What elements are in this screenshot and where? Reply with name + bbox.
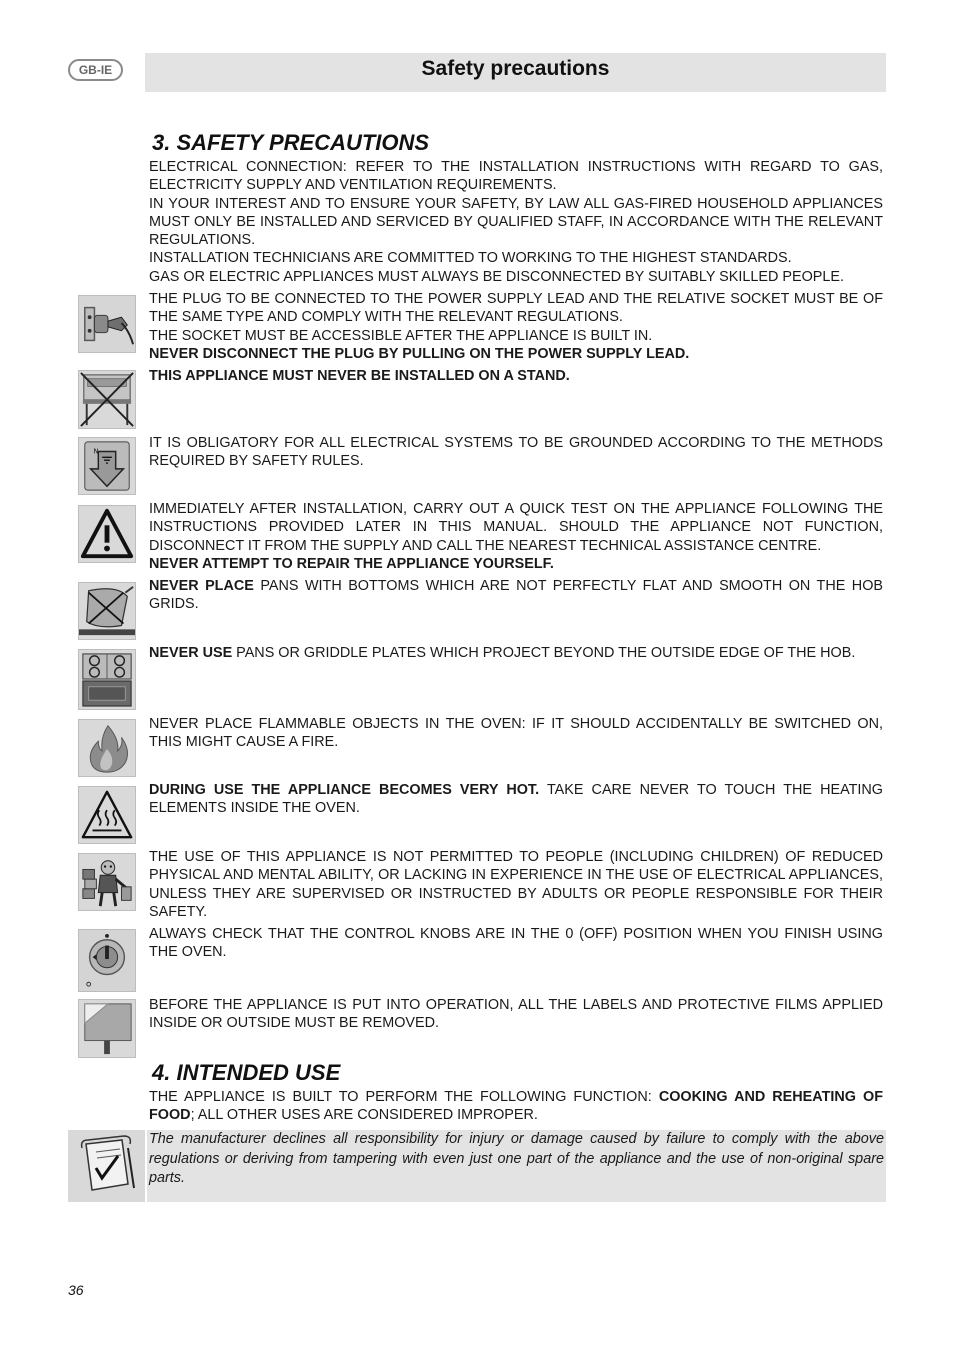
intended-use-post: ; ALL OTHER USES ARE CONSIDERED IMPROPER. xyxy=(190,1107,538,1124)
no-stand-paragraph: THIS APPLIANCE MUST NEVER BE INSTALLED ON A STAND. xyxy=(149,368,570,384)
plug-paragraph: THE PLUG TO BE CONNECTED TO THE POWER SUPPLY LEAD AND THE RELATIVE SOCKET MUST BE OF THE SAME TYPE AND COMPLY WITH THE RELEVANT REGULATIONS. xyxy=(149,291,883,326)
repair-warning: NEVER ATTEMPT TO REPAIR THE APPLIANCE YOURSELF. xyxy=(149,555,554,572)
region-badge: GB-IE xyxy=(68,59,123,81)
ground-paragraph: IT IS OBLIGATORY FOR ALL ELECTRICAL SYSTEMS TO BE GROUNDED ACCORDING TO THE METHODS REQUIRED BY SAFETY RULES. xyxy=(149,435,883,470)
no-stand-icon xyxy=(78,370,136,429)
header-bar xyxy=(145,53,886,92)
hot-text xyxy=(149,781,883,818)
hot-surface-icon xyxy=(78,786,136,844)
ground-text xyxy=(149,434,883,471)
film-paragraph: BEFORE THE APPLIANCE IS PUT INTO OPERATION, ALL THE LABELS AND PROTECTIVE FILMS APPLIED INSIDE OR OUTSIDE MUST BE REMOVED. xyxy=(149,997,883,1032)
pan-paragraph xyxy=(149,577,883,614)
children-icon xyxy=(78,853,136,911)
children-text xyxy=(149,848,883,921)
section-3-title: 3. SAFETY PRECAUTIONS xyxy=(152,130,430,155)
flame-text xyxy=(149,715,883,752)
section-4-title: 4. INTENDED USE xyxy=(152,1060,341,1085)
svg-text:N: N xyxy=(93,447,99,456)
plug-warning: NEVER DISCONNECT THE PLUG BY PULLING ON THE POWER SUPPLY LEAD. xyxy=(149,345,690,362)
pan-bold: NEVER PLACE xyxy=(149,578,254,594)
disclaimer-box xyxy=(147,1130,886,1202)
pan-icon xyxy=(78,582,136,640)
test-paragraph: IMMEDIATELY AFTER INSTALLATION, CARRY OUT A QUICK TEST ON THE APPLIANCE FOLLOWING THE INSTRUCTIONS PROVIDED LATER IN THIS MANUAL. SHOULD THE APPLIANCE NOT FUNCTION, DISCONNECT IT FROM THE SUPPLY AND CALL THE NEAREST TECHNICAL ASSISTANCE CENTRE. xyxy=(149,501,883,554)
intro-paragraph: ELECTRICAL CONNECTION: REFER TO THE INSTALLATION INSTRUCTIONS WITH REGARD TO GAS, ELECTRICITY SUPPLY AND VENTILATION REQUIREMENTS. xyxy=(149,159,883,194)
note-icon xyxy=(68,1130,145,1202)
hob-icon xyxy=(78,649,136,710)
intended-use-pre: THE APPLIANCE IS BUILT TO PERFORM THE FOLLOWING FUNCTION: xyxy=(149,1089,659,1105)
pan-rest: PANS WITH BOTTOMS WHICH ARE NOT PERFECTLY FLAT AND SMOOTH ON THE HOB GRIDS. xyxy=(149,578,883,613)
knob-paragraph: ALWAYS CHECK THAT THE CONTROL KNOBS ARE IN THE 0 (OFF) POSITION WHEN YOU FINISH USING THE OVEN. xyxy=(149,926,883,961)
plug-icon xyxy=(78,295,136,353)
plug-text xyxy=(149,290,883,363)
page-number: 36 xyxy=(68,1282,84,1298)
film-text xyxy=(149,996,883,1033)
hob-text xyxy=(149,644,883,662)
socket-paragraph: THE SOCKET MUST BE ACCESSIBLE AFTER THE APPLIANCE IS BUILT IN. xyxy=(149,327,653,344)
knob-icon xyxy=(78,929,136,992)
no-stand-text xyxy=(149,367,883,385)
intro-paragraph: INSTALLATION TECHNICIANS ARE COMMITTED TO WORKING TO THE HIGHEST STANDARDS. xyxy=(149,250,792,267)
warning-text xyxy=(149,500,883,573)
intended-use-text xyxy=(149,1088,883,1125)
knob-text xyxy=(149,925,883,962)
label-film-icon xyxy=(78,999,136,1058)
ground-icon xyxy=(78,437,136,495)
flame-icon xyxy=(78,719,136,777)
warning-icon xyxy=(78,505,136,563)
children-paragraph: THE USE OF THIS APPLIANCE IS NOT PERMITTED TO PEOPLE (INCLUDING CHILDREN) OF REDUCED PHYSICAL AND MENTAL ABILITY, OR LACKING IN EXPERIENCE IN THE USE OF ELECTRICAL APPLIANCES, UNLESS THEY ARE SUPERVISED OR INSTRUCTED BY ADULTS OR PEOPLE RESPONSIBLE FOR THEIR SAFETY. xyxy=(149,849,883,920)
intro-block xyxy=(149,158,883,286)
hot-bold: DURING USE THE APPLIANCE BECOMES VERY HOT. xyxy=(149,782,540,798)
flame-paragraph: NEVER PLACE FLAMMABLE OBJECTS IN THE OVEN: IF IT SHOULD ACCIDENTALLY BE SWITCHED ON, THIS MIGHT CAUSE A FIRE. xyxy=(149,716,883,751)
hob-paragraph xyxy=(149,644,883,662)
pan-text xyxy=(149,577,883,614)
disclaimer-text: The manufacturer declines all responsibility for injury or damage caused by failure to comply with the above regulations or deriving from tampering with even just one part of the appliance and the use of non-original spare parts. xyxy=(149,1131,884,1186)
hob-bold: NEVER USE xyxy=(149,645,233,661)
hot-paragraph xyxy=(149,781,883,818)
hot-rest: TAKE CARE NEVER TO TOUCH THE HEATING ELEMENTS INSIDE THE OVEN. xyxy=(149,782,883,817)
intro-paragraph: GAS OR ELECTRIC APPLIANCES MUST ALWAYS BE DISCONNECTED BY SUITABLY SKILLED PEOPLE. xyxy=(149,268,844,285)
hob-rest: PANS OR GRIDDLE PLATES WHICH PROJECT BEYOND THE OUTSIDE EDGE OF THE HOB. xyxy=(232,645,856,661)
page-title: Safety precautions xyxy=(421,57,610,80)
intended-use-bold: COOKING AND REHEATING OF FOOD xyxy=(149,1089,883,1124)
intro-paragraph: IN YOUR INTEREST AND TO ENSURE YOUR SAFETY, BY LAW ALL GAS-FIRED HOUSEHOLD APPLIANCES MUST ONLY BE INSTALLED AND SERVICED BY QUALIFIED STAFF, IN ACCORDANCE WITH THE RELEVANT REGULATIONS. xyxy=(149,195,883,249)
intended-use-paragraph xyxy=(149,1088,883,1125)
